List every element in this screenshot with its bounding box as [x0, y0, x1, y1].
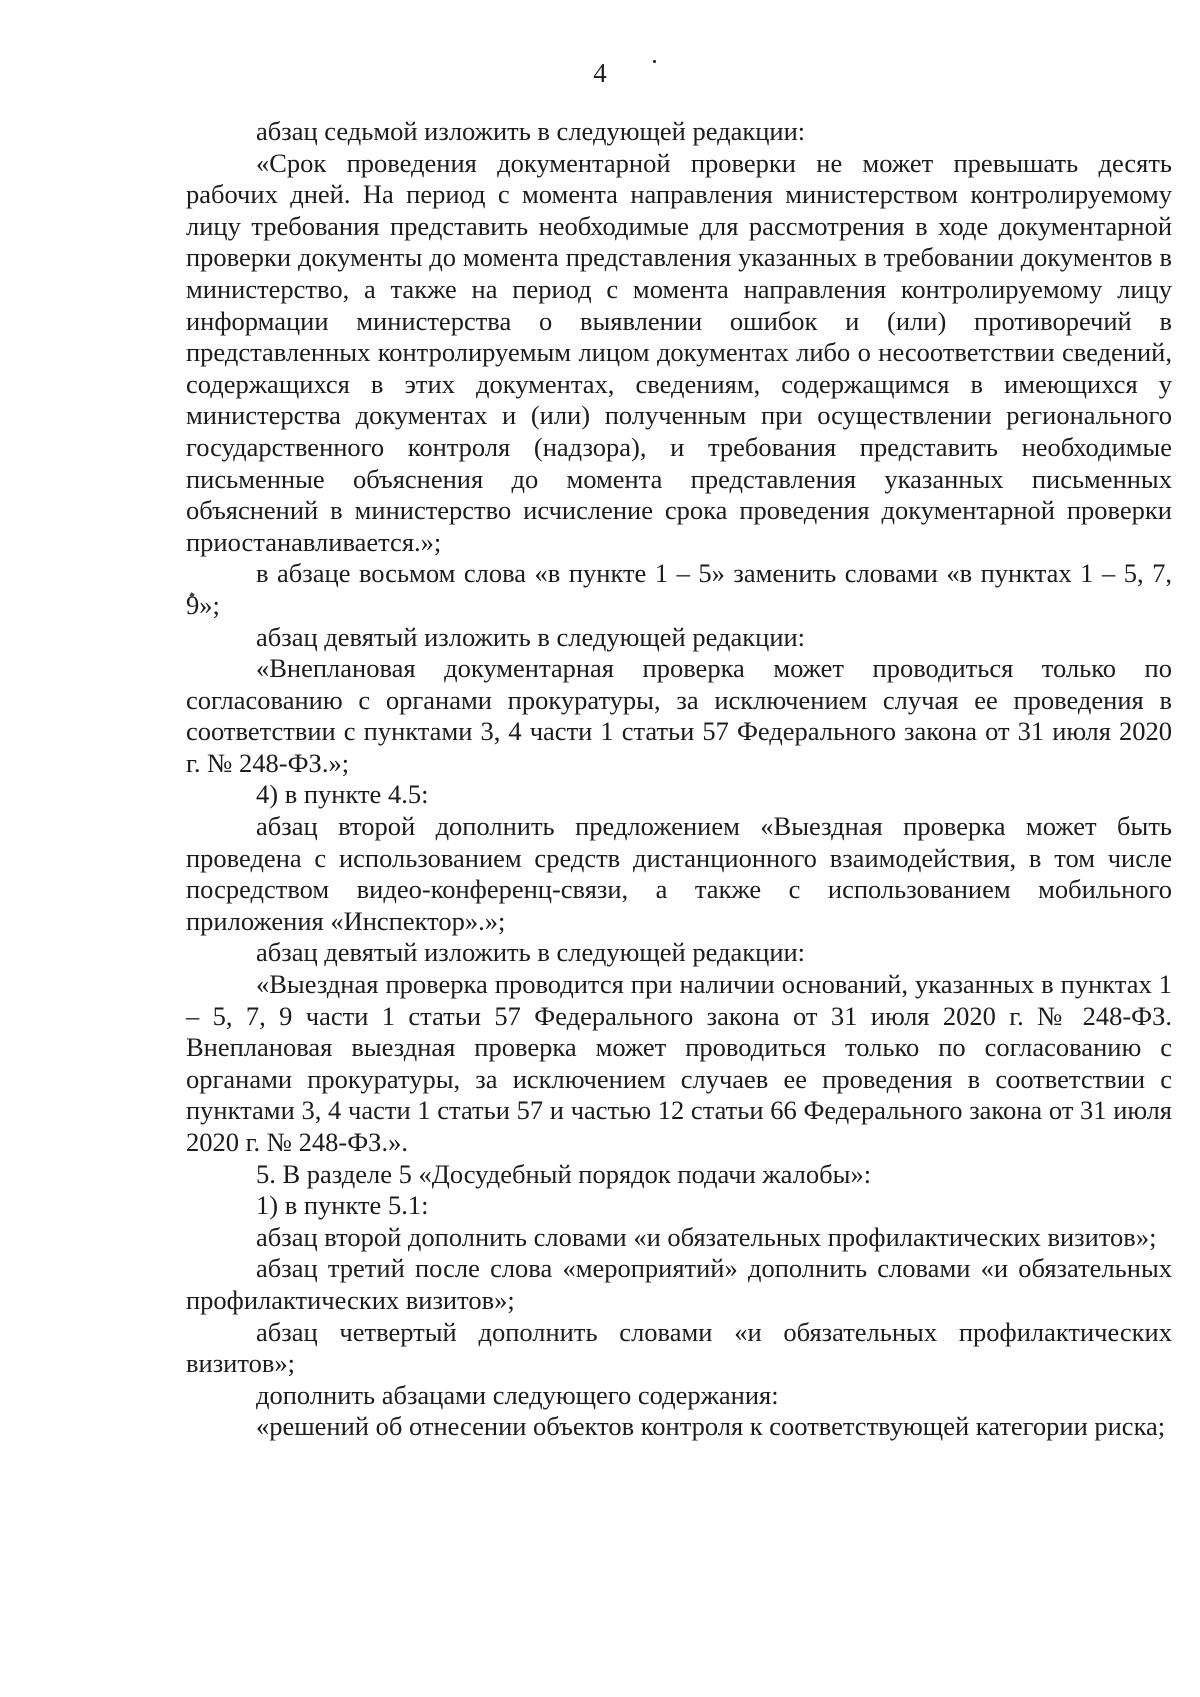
paragraph-amendment-2nd: абзац второй дополнить предложением «Выездная проверка может быть проведена с использованием средств дистанционного взаимодействия, в том числе посредством видео-конференц-связи, а также с использованием мобильного приложения «Инспектор».»; [186, 811, 1172, 936]
paragraph-add-paragraphs: дополнить абзацами следующего содержания: [256, 1379, 779, 1410]
paragraph-section-5: 5. В разделе 5 «Досудебный порядок подачи жалобы»: [256, 1158, 872, 1189]
paragraph-quote-unscheduled-documentary-check: «Внеплановая документарная проверка может проводиться только по согласованию с органами прокуратуры, за исключением случая ее проведения в соответствии с пунктами 3, 4 части 1 статьи 57 Федерального закона от 31 июля 2020 г. № 248-ФЗ.»; [186, 653, 1172, 778]
paragraph-amendment-8th: в абзаце восьмом слова «в пункте 1 – 5» заменить словами «в пунктах 1 – 5, 7, 9»; [186, 558, 1172, 620]
document-body [186, 116, 1172, 1443]
page-number: 4 [0, 58, 1200, 89]
paragraph-item-5-1: 1) в пункте 5.1: [256, 1190, 429, 1221]
paragraph-amendment-9th-second: абзац девятый изложить в следующей редакции: [256, 937, 806, 968]
paragraph-item-4-5: 4) в пункте 4.5: [256, 779, 429, 810]
paragraph-quote-field-inspection: «Выездная проверка проводится при наличии оснований, указанных в пунктах 1 – 5, 7, 9 части 1 статьи 57 Федерального закона от 31 июля 2020 г. № 248-ФЗ. Внеплановая выездная проверка может проводиться только по согласованию с органами прокуратуры, за исключением случаев ее проведения в соответствии с пунктами 3, 4 части 1 статьи 57 и частью 12 статьи 66 Федерального закона от 31 июля 2020 г. № 248-ФЗ.». [186, 969, 1172, 1157]
paragraph-quote-risk-category: «решений об отнесении объектов контроля к соответствующей категории риска; [256, 1411, 1166, 1442]
paragraph-amendment-2nd-visits: абзац второй дополнить словами «и обязательных профилактических визитов»; [256, 1221, 1157, 1252]
paragraph-amendment-9th: абзац девятый изложить в следующей редакции: [256, 621, 806, 652]
paragraph-amendment-3rd-visits: абзац третий после слова «мероприятий» дополнить словами «и обязательных профилактических визитов»; [186, 1253, 1172, 1315]
paragraph-amendment-7th: абзац седьмой изложить в следующей редакции: [256, 116, 806, 146]
paragraph-quote-documentary-check-term: «Срок проведения документарной проверки не может превышать десять рабочих дней. На период с момента направления министерством контролируемому лицу требования представить необходимые для рассмотрения в ходе документарной проверки документы до момента представления указанных в требовании документов в министерство, а также на период с момента направления контролируемому лицу информации министерства о выявлении ошибок и (или) противоречий в представленных контролируемым лицом документах либо о несоответствии сведений, содержащихся в этих документах, сведениям, содержащимся в имеющихся у министерства документах и (или) полученным при осуществлении регионального государственного контроля (надзора), и требования представить необходимые письменные объяснения до момента представления указанных письменных объяснений в министерство исчисление срока проведения документарной проверки приостанавливается.»; [186, 147, 1172, 557]
paragraph-amendment-4th-visits: абзац четвертый дополнить словами «и обязательных профилактических визитов»; [186, 1316, 1172, 1379]
